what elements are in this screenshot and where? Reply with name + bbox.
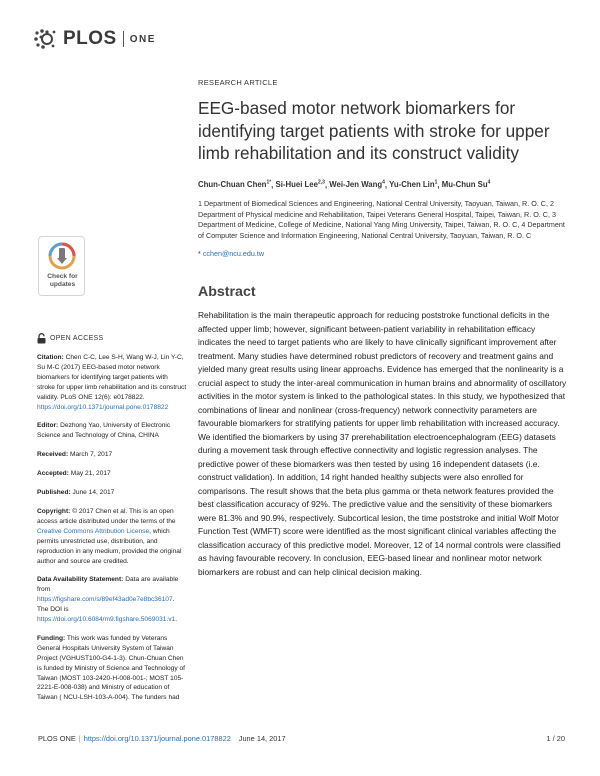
logo-journal: ONE xyxy=(129,33,156,45)
affiliations: 1 Department of Biomedical Sciences and Engineering, National Central University, Taoyuan, Taiwan, R. O. C, 2 Department of Physical medicine and Rehabilitation, Taipei Veterans General Hospital, Taipei, Taiwan, R. O. C, 3 Department of Medicine, College of Medicine, National Yang Ming University, Taipei, Taiwan, R. O. C, 4 Department of Computer Science and Information Engineering, National Central University, Taoyuan, Taiwan, R. O. C xyxy=(198,199,565,240)
data-availability-block: Data Availability Statement: Data are available from https://figshare.com/s/89ef43ad0e7e8bc36107. The DOI is https://doi.org/10.6084/m9.figshare.5069031.v1. xyxy=(37,576,179,624)
email-link[interactable]: cchen@ncu.edu.tw xyxy=(202,249,265,259)
author-list: Chun-Chuan Chen$^{1*}$, Si-Huei Lee$^{2,3}$, Wei-Jen Wang$^4$, Yu-Chen Lin$^1$, Mu-Chun Su$^4$ xyxy=(198,179,491,190)
plos-dots-icon xyxy=(33,28,61,50)
author[interactable]: Wei-Jen Wang$^4$ xyxy=(329,179,385,190)
author[interactable]: Mu-Chun Su$^4$ xyxy=(441,179,491,190)
figshare-doi-link[interactable]: https://doi.org/10.6084/m9.figshare.5069031.v1 xyxy=(37,616,176,624)
open-access-label: OPEN ACCESS xyxy=(37,333,187,344)
open-lock-icon xyxy=(37,333,46,344)
email-marker: * xyxy=(198,249,201,259)
author[interactable]: Yu-Chen Lin$^1$ xyxy=(389,179,438,190)
author[interactable]: Chun-Chuan Chen$^{1*}$ xyxy=(198,179,272,190)
license-link[interactable]: Creative Commons Attribution License xyxy=(37,527,150,535)
editor-block: Editor: Dezhong Yao, University of Electronic Science and Technology of China, CHINA xyxy=(37,422,171,440)
page-number: 1 / 20 xyxy=(546,734,565,743)
plos-one-logo xyxy=(33,28,156,50)
article-type: RESEARCH ARTICLE xyxy=(198,78,278,87)
check-for-updates-badge[interactable] xyxy=(38,236,85,296)
corresponding-email xyxy=(198,249,570,258)
footer-left: PLOS ONE | https://doi.org/10.1371/journal.pone.0178822 | June 14, 2017 xyxy=(38,734,286,743)
badge-label: Check for updates xyxy=(47,273,78,288)
received-block: Received: March 7, 2017 xyxy=(37,451,113,459)
abstract-heading: Abstract xyxy=(198,284,256,301)
article-main xyxy=(198,78,570,579)
funding-block: Funding: This work was funded by Veterans General Hospitals University System of Taiwan Project (VGHUST100-G4-1-3). Chun-Chuan Chen is funded by Ministry of Science and Technology of Taiwan (MOST 103-2420-H-008-001-; MOST 105-2221-E-008-038) and Ministry of education of Taiwan ( NCU-LSH-103-A-004). The funders had xyxy=(37,634,185,702)
page-footer xyxy=(38,734,565,743)
author[interactable]: Si-Huei Lee$^{2,3}$ xyxy=(275,179,325,190)
published-block: Published: June 14, 2017 xyxy=(37,489,115,497)
article-title: EEG-based motor network biomarkers for identifying target patients with stroke for upper limb rehabilitation and its construct validity xyxy=(198,98,550,163)
accepted-block: Accepted: May 21, 2017 xyxy=(37,470,111,478)
citation-block: Citation: Chen C-C, Lee S-H, Wang W-J, Lin Y-C, Su M-C (2017) EEG-based motor network biomarkers for identifying target patients with stroke for upper limb rehabilitation and its construct validity. PLoS ONE 12(6): e0178822. https://doi.org/10.1371/journal.pone.0178822 xyxy=(37,354,187,411)
article-sidebar xyxy=(37,333,187,703)
abstract-text: Rehabilitation is the main therapeutic approach for reducing poststroke functional deficits in the affected upper limb; however, significant between-patient variability in rehabilitation efficacy indicates the need to target patients who are likely to have clinically significant improvement after treatment. Many studies have determined robust predictors of recovery and treatment gains and yielded many great results using linear approachs. Evidence has emerged that the nonlinearity is a crucial aspect to study the inter-areal communication in human brains and abnormality of oscillatory activities in the motor system is linked to the pathological states. In this study, we hypothesized that combinations of linear and nonlinear (cross-frequency) network connectivity parameters are favourable biomarkers for stratifying patients for upper limb rehabilitation with increased accuracy. We identified the biomarkers by using 37 prerehabilitation electroencephalogram (EEG) datasets during a movement task through effective connectivity and logistic regression analyses. The predictive power of these biomarkers was then tested by using 16 independent datasets (i.e. construct validation). In addition, 14 right handed healthy subjects were also enrolled for comparisons. The result shows that the beta plus gamma or theta network features provided the best classification accuracy of 92%. The predictive value and the sensitivity of these biomarkers were 81.3% and 90.9%, respectively. Subcortical lesion, the time poststroke and initial Wolf Motor Function Test (WMFT) score were identified as the most significant clinical variables affecting the classification accuracy of this predictive model. Moreover, 12 of 14 normal controls were classified as having favourable recovery. In conclusion, EEG-based linear and nonlinear motor network biomarkers are robust and can help clinical decision making. xyxy=(198,310,567,577)
copyright-block: Copyright: © 2017 Chen et al. This is an open access article distributed under the terms of the Creative Commons Attribution License, which permits unrestricted use, distribution, and reproduction in any medium, provided the original author and source are credited. xyxy=(37,507,182,565)
logo-word: PLOS xyxy=(63,28,117,49)
figshare-link[interactable]: https://figshare.com/s/89ef43ad0e7e8bc36107 xyxy=(37,596,173,604)
citation-doi-link[interactable]: https://doi.org/10.1371/journal.pone.0178822 xyxy=(37,403,169,411)
footer-doi-link[interactable]: https://doi.org/10.1371/journal.pone.0178822 xyxy=(83,734,231,743)
footer-date: June 14, 2017 xyxy=(238,734,286,743)
footer-journal: PLOS ONE xyxy=(38,734,76,743)
check-updates-icon xyxy=(48,242,76,270)
logo-separator xyxy=(123,31,124,47)
